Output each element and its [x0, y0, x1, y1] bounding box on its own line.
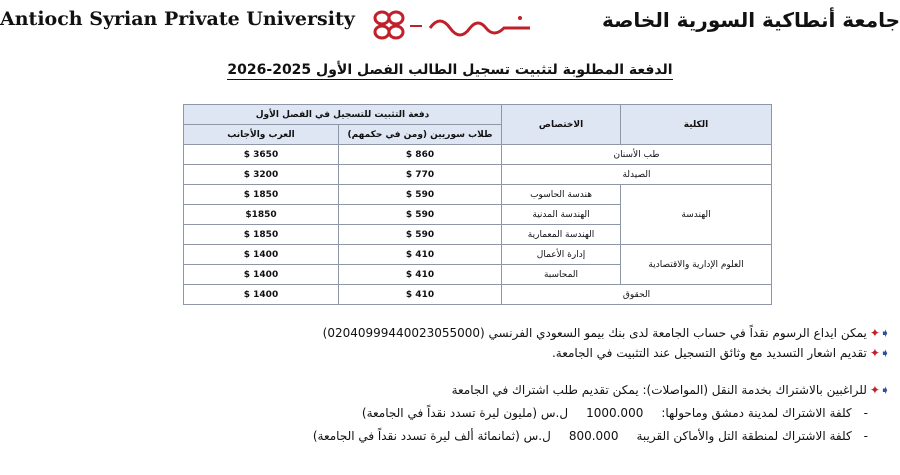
foreign-fee: $ 1850 — [184, 185, 339, 205]
foreign-fee: $ 1850 — [184, 225, 339, 245]
faculty-cell: الهندسة — [621, 185, 772, 245]
fees-table — [183, 104, 772, 305]
table-row — [184, 245, 772, 265]
syrian-fee: $ 590 — [339, 205, 502, 225]
foreign-fee: $ 1400 — [184, 245, 339, 265]
specialty-cell: المحاسبة — [502, 265, 621, 285]
syrian-fee: $ 410 — [339, 265, 502, 285]
faculty-cell: الحقوق — [502, 285, 772, 305]
transport-fee-damascus: -كلفة الاشتراك لمدينة دمشق وماحولها:1000.000ل.س (مليون ليرة تسدد نقداً في الجامعة) — [361, 406, 868, 420]
table-row — [184, 165, 772, 185]
foreign-fee: $ 1400 — [184, 265, 339, 285]
specialty-cell: هندسة الحاسوب — [502, 185, 621, 205]
foreign-fee: $ 1400 — [184, 285, 339, 305]
syrian-fee: $ 410 — [339, 285, 502, 305]
note-bank: ➧✦يمكن ايداع الرسوم نقداً في حساب الجامعة لدى بنك بيمو السعودي الفرنسي (02040999440023055000) — [322, 326, 890, 340]
page-title: الدفعة المطلوبة لتثبيت تسجيل الطالب الفصل الأول 2025-2026 — [227, 62, 673, 78]
specialty-cell: إدارة الأعمال — [502, 245, 621, 265]
header-foreign: العرب والأجانب — [184, 125, 339, 145]
university-name-en: Antioch Syrian Private University — [0, 8, 355, 30]
header-specialty: الاختصاص — [502, 105, 621, 145]
faculty-cell: طب الأسنان — [502, 145, 772, 165]
faculty-cell: الصيدلة — [502, 165, 772, 185]
arrow-bullet-icon: ➧✦ — [869, 326, 890, 340]
transport-fee-tal: -كلفة الاشتراك لمنطقة التل والأماكن القريبة800.000ل.س (ثمانمائة ألف ليرة تسدد نقداً في الجامعة) — [312, 429, 868, 443]
foreign-fee: $1850 — [184, 205, 339, 225]
syrian-fee: $ 860 — [339, 145, 502, 165]
university-name-ar: جامعة أنطاكية السورية الخاصة — [601, 8, 900, 32]
header-group: دفعة التثبيت للتسجيل في الفصل الأول — [184, 105, 502, 125]
specialty-cell: الهندسة المدنية — [502, 205, 621, 225]
syrian-fee: $ 590 — [339, 225, 502, 245]
foreign-fee: $ 3650 — [184, 145, 339, 165]
header-faculty: الكلية — [621, 105, 772, 145]
syrian-fee: $ 770 — [339, 165, 502, 185]
faculty-cell: العلوم الإدارية والاقتصادية — [621, 245, 772, 285]
table-row — [184, 145, 772, 165]
syrian-fee: $ 410 — [339, 245, 502, 265]
table-row — [184, 285, 772, 305]
table-row — [184, 185, 772, 205]
table-header-row — [184, 105, 772, 125]
arrow-bullet-icon: ➧✦ — [869, 346, 890, 360]
specialty-cell: الهندسة المعمارية — [502, 225, 621, 245]
note-transport: ➧✦للراغبين بالاشتراك بخدمة النقل (المواصلات): يمكن تقديم طلب اشتراك في الجامعة — [451, 383, 890, 397]
university-logo — [370, 4, 540, 44]
foreign-fee: $ 3200 — [184, 165, 339, 185]
syrian-fee: $ 590 — [339, 185, 502, 205]
header-syrians: طلاب سوريين (ومن في حكمهم) — [339, 125, 502, 145]
arrow-bullet-icon: ➧✦ — [869, 383, 890, 397]
note-receipt: ➧✦تقديم اشعار التسديد مع وثائق التسجيل عند التثبيت في الجامعة. — [551, 346, 890, 360]
